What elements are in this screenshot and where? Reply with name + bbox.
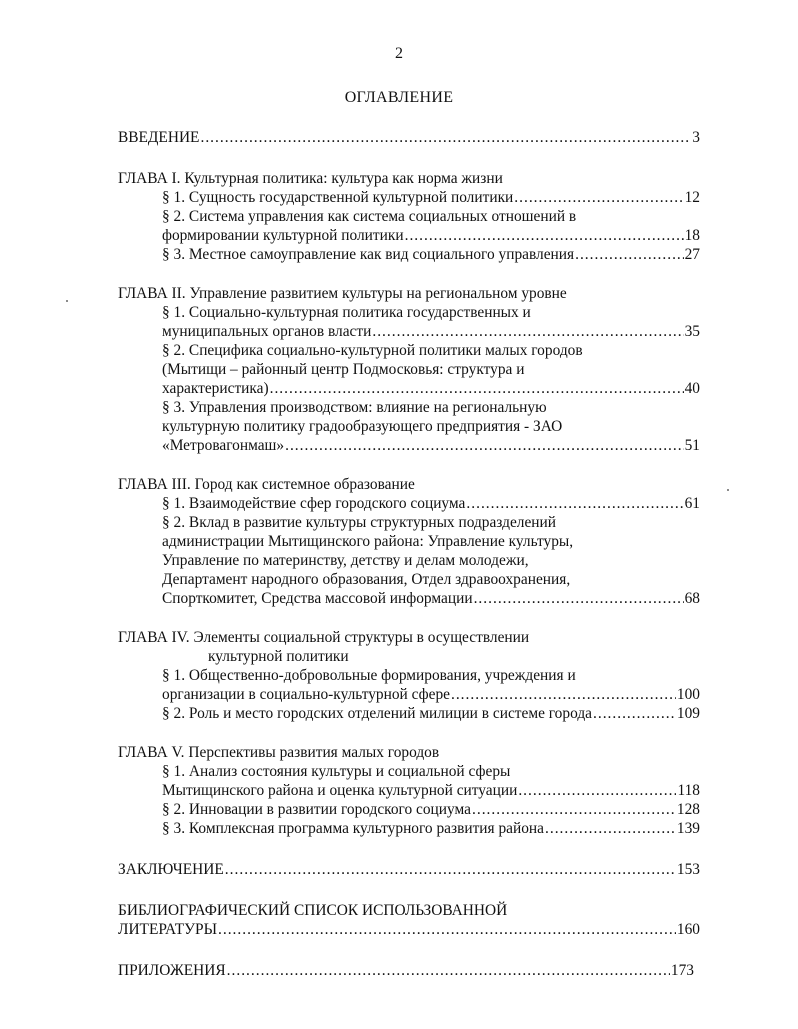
dot-leader [518,781,676,800]
toc-chapter-3-title: ГЛАВА III. Город как системное образование [118,476,415,493]
toc-section-label: § 1. Взаимодействие сфер городского социума [162,495,466,512]
toc-section-label: муниципальных органов власти [162,323,372,340]
toc-section-2-3 [118,436,700,455]
toc-section-3-1 [118,494,700,513]
toc-section-1-2 [118,226,700,245]
toc-section-label: § 3. Местное самоуправление как вид социального управления [162,246,575,263]
toc-page-number: 35 [684,323,700,340]
toc-section-label: формировании культурной политики [162,227,404,244]
toc-section-label: § 2. Роль и место городских отделений милиции в системе города [162,705,592,722]
toc-chapter-5-title: ГЛАВА V. Перспективы развития малых городов [118,744,440,761]
toc-entry-introduction [118,128,700,147]
toc-section-2-1 [118,322,700,341]
toc-page-number: 100 [676,686,700,703]
toc-entry-label: ПРИЛОЖЕНИЯ [118,962,226,979]
toc-section-label: «Метровагонмаш» [162,437,285,454]
toc-chapter-4-title: ГЛАВА IV. Элементы социальной структуры в осуществлении [118,629,530,646]
toc-section-4-2 [118,704,700,723]
dot-leader [593,704,676,723]
toc-page-number: 3 [692,129,700,146]
dot-leader [225,860,676,879]
toc-chapter-4-title-line2: культурной политики [208,648,349,665]
dot-leader [285,436,684,455]
toc-section-label: § 3. Комплексная программа культурного развития района [162,820,544,837]
toc-page-number: 128 [676,801,700,818]
toc-entry-label: ЛИТЕРАТУРЫ [118,921,217,938]
toc-section-3-2-line3: Управление по материнству, детству и делам молодежи, [162,552,529,569]
dot-leader [372,322,683,341]
toc-chapter-1-title: ГЛАВА I. Культурная политика: культура как норма жизни [118,170,503,187]
toc-entry-label: ВВЕДЕНИЕ [118,129,200,146]
toc-page-number: 27 [684,246,700,263]
toc-section-5-1 [118,781,700,800]
toc-page-number: 51 [684,437,700,454]
toc-page-number: 68 [684,590,700,607]
scan-speck [66,300,68,302]
toc-page-number: 12 [684,189,700,206]
toc-section-1-1 [118,188,700,207]
toc-section-3-2-line2: администрации Мытищинского района: Управление культуры, [162,533,574,550]
toc-page-number: 109 [676,705,700,722]
toc-page-number: 139 [676,820,700,837]
toc-section-4-1-line1: § 1. Общественно-добровольные формирования, учреждения и [162,667,576,684]
toc-section-3-2-line4: Департамент народного образования, Отдел здравоохранения, [162,571,571,588]
toc-page-number: 18 [684,227,700,244]
dot-leader [466,494,683,513]
dot-leader [575,245,684,264]
dot-leader [514,188,683,207]
toc-section-2-2-line1: § 2. Специфика социально-культурной политики малых городов [162,342,583,359]
toc-page-number: 173 [670,962,694,979]
toc-section-label: Спорткомитет, Средства массовой информации [162,590,473,607]
toc-section-2-2 [118,379,700,398]
toc-page-number: 160 [676,921,700,938]
toc-section-3-2 [118,589,700,608]
toc-section-2-3-line2: культурную политику градообразующего предприятия - ЗАО [162,418,563,435]
toc-section-label: § 2. Инновации в развитии городского социума [162,801,471,818]
dot-leader [200,128,691,147]
toc-page-number: 40 [684,380,700,397]
toc-entry-conclusion [118,860,700,879]
dot-leader [218,920,676,939]
toc-chapter-2-title: ГЛАВА II. Управление развитием культуры на региональном уровне [118,285,567,302]
toc-section-label: Мытищинского района и оценка культурной ситуации [162,782,518,799]
table-of-contents [118,128,700,980]
page-title: ОГЛАВЛЕНИЕ [344,89,454,106]
toc-section-1-2-line1: § 2. Система управления как система социальных отношений в [162,208,577,225]
dot-leader [545,819,676,838]
toc-section-label: характеристика) [162,380,269,397]
toc-page-number: 61 [684,495,700,512]
dot-leader [405,226,684,245]
toc-section-5-1-line1: § 1. Анализ состояния культуры и социальной сферы [162,763,511,780]
toc-entry-appendices [118,961,694,980]
toc-section-4-1 [118,685,700,704]
toc-page-number: 153 [676,861,700,878]
toc-section-2-2-line2: (Мытищи – районный центр Подмосковья: структура и [162,361,525,378]
toc-section-5-3 [118,819,700,838]
toc-section-1-3 [118,245,700,264]
dot-leader [451,685,676,704]
toc-section-label: организации в социально-культурной сфере [162,686,450,703]
page-number: 2 [395,45,403,62]
toc-entry-bibliography-line1: БИБЛИОГРАФИЧЕСКИЙ СПИСОК ИСПОЛЬЗОВАННОЙ [118,902,508,919]
toc-section-label: § 1. Сущность государственной культурной политики [162,189,514,206]
scan-speck [727,489,729,491]
dot-leader [474,589,684,608]
toc-section-2-3-line1: § 3. Управления производством: влияние на региональную [162,399,547,416]
dot-leader [472,800,676,819]
dot-leader [227,961,670,980]
toc-entry-bibliography [118,920,700,939]
toc-section-2-1-line1: § 1. Социально-культурная политика государственных и [162,304,531,321]
toc-section-3-2-line1: § 2. Вклад в развитие культуры структурных подразделений [162,514,556,531]
dot-leader [270,379,684,398]
toc-page-number: 118 [677,782,700,799]
toc-section-5-2 [118,800,700,819]
toc-entry-label: ЗАКЛЮЧЕНИЕ [118,861,224,878]
